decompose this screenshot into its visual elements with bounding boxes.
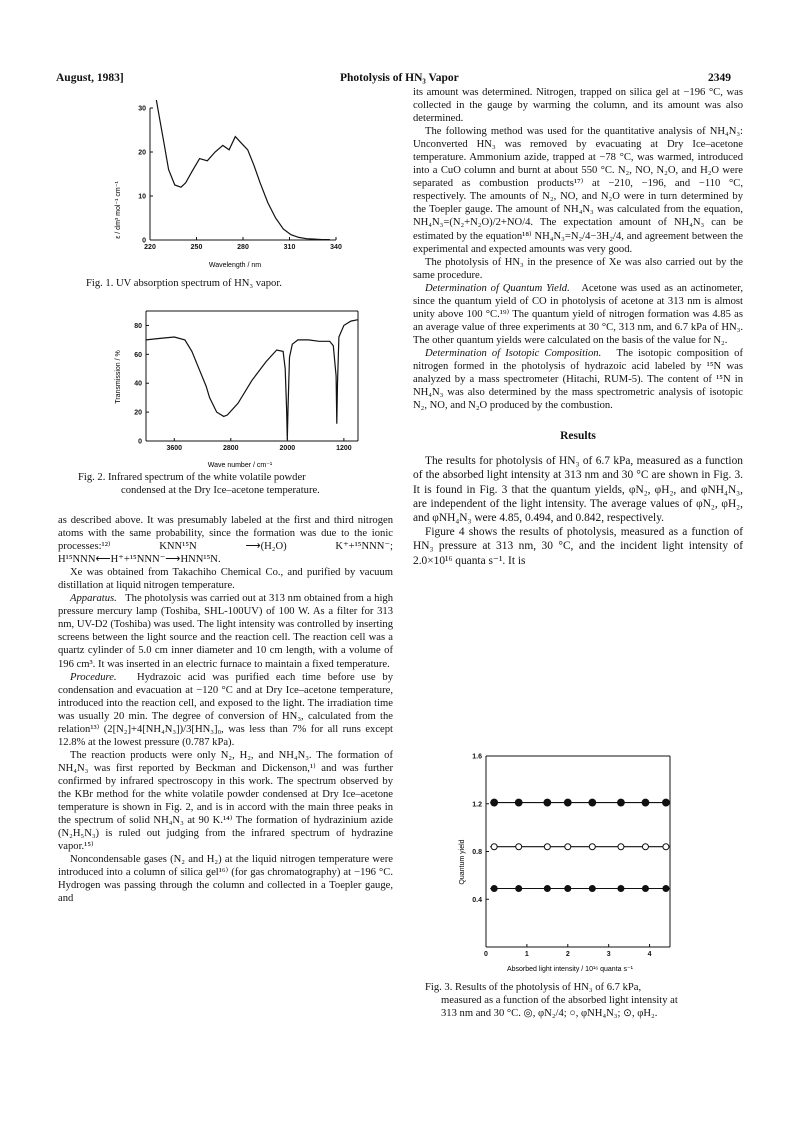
y-tick-label: 10	[138, 193, 146, 201]
left-para-4: Hydrazoic acid was purified each time before use by condensation and evacuation at −120 °C and at Dry Ice–acetone temperature, introduced into the reaction cell, and exposed to the light. The irradiation time was usually 20 min. The degree of conversion of HN₃, calculated from the relation¹³⁾ (2[N₂]+4[NH₄N₃])/3[HN₃]₀, was less than 7% for all runs except 12.8% at the lowest pressure (0.787 kPa).	[58, 671, 393, 748]
fig1-chart	[100, 100, 360, 272]
header-page: 2349	[708, 72, 731, 84]
left-column	[58, 514, 393, 905]
uv-spectrum-line	[156, 100, 330, 240]
right-para-6: The results for photolysis of HN₃ of 6.7 kPa, measured as a function of the absorbed light intensity at 313 nm and 30 °C are shown in Fig. 3. It is found in Fig. 3 that the quantum yields, φN₂, φH₂, and φNH₄N₃, are independent of the light intensity. The average values of φN₂, φH₂, and φNH₄N₃ were 4.85, 0.494, and 0.842, respectively.	[413, 455, 743, 525]
procedure-heading: Procedure.	[70, 671, 117, 683]
x-tick-label: 220	[144, 244, 156, 251]
data-point	[618, 844, 624, 850]
fig1-ylabel: ε / dm³ mol⁻¹ cm⁻¹	[115, 181, 122, 239]
right-column	[413, 86, 743, 568]
data-point	[618, 799, 625, 806]
fig3-ylabel: Quantum yield	[459, 839, 466, 885]
x-tick-label: 340	[330, 244, 342, 251]
left-para-3: The photolysis was carried out at 313 nm obtained from a high pressure mercury lamp (Toshiba, SHL-100UV) of 100 W. As a filter for 313 nm, UV-D2 (Toshiba) was used. The light intensity was controlled by inserting screens between the light source and the reaction cell. The reaction cell was a quartz cylinder of 5.0 cm inner diameter and 10 cm length, with a volume of 196 cm³. It was inserted in an electric furnace to maintain a fixed temperature.	[58, 593, 393, 670]
x-tick-label: 2000	[279, 445, 296, 452]
data-point	[565, 886, 571, 892]
right-para-3: The photolysis of HN₃ in the presence of Xe was also carried out by the same procedure.	[413, 256, 743, 281]
y-tick-label: 0	[138, 438, 142, 446]
data-point	[516, 844, 522, 850]
fig2-xlabel: Wave number / cm⁻¹	[207, 462, 273, 469]
fig3-xlabel: Absorbed light intensity / 10¹⁶ quanta s⁻¹	[506, 966, 634, 973]
left-para-5: The reaction products were only N₂, H₂, and NH₄N₃. The formation of NH₄N₃ was first reported by Beckman and Dickenson,¹⁾ and was further confirmed by infrared spectroscopy in this work. The spectrum observed by the KBr method for the white volatile powder condensed at Dry Ice–acetone temperature is shown in Fig. 2, and is in accord with the main three peaks in the spectrum of solid NH₄N₃ at 90 K.¹⁴⁾ The formation of hydrazinium azide (N₂H₅N₃) is ruled out judging from the infrared spectrum of hydrazine vapor.¹⁵⁾	[58, 749, 393, 853]
data-point	[663, 886, 669, 892]
x-tick-label: 2	[565, 951, 570, 958]
right-para-1: its amount was determined. Nitrogen, trapped on silica gel at −196 °C, was collected in the gauge by warming the column, and its amount was also determined.	[413, 87, 743, 125]
data-point	[565, 844, 571, 850]
right-para-4: Acetone was used as an actinometer, since the quantum yield of CO in photolysis of acetone at 313 nm is almost unity above 100 °C.¹⁹⁾ The quantum yield of nitrogen formation was 4.85 as an average value of three experiments at 30 °C, 313 nm, and 6.7 kPa of HN₃. The other quantum yields were calculated on the basis of the value for N₂.	[413, 282, 743, 346]
x-tick-label: 250	[190, 244, 203, 251]
data-point	[589, 799, 596, 806]
fig2-caption-line2: condensed at the Dry Ice–acetone temperature.	[121, 485, 320, 496]
fig3-chart	[450, 752, 690, 977]
isotopic-heading: Determination of Isotopic Composition.	[425, 347, 602, 359]
left-para-1: as described above. It was presumably labeled at the first and third nitrogen atoms with the same probability, since the formation was due to the ionic processes:¹²⁾ KNN¹⁵N ⟶(H₂O) K⁺+¹⁵NNN⁻; H¹⁵NNN⟵H⁺+¹⁵NNN⁻⟶HNN¹⁵N.	[58, 515, 393, 566]
data-point	[544, 799, 551, 806]
y-tick-label: 30	[138, 105, 146, 113]
data-point	[515, 799, 522, 806]
data-point	[589, 844, 595, 850]
data-point	[642, 844, 648, 850]
y-tick-label: 1.6	[472, 753, 482, 761]
x-tick-label: 3	[606, 951, 611, 958]
y-tick-label: 60	[134, 351, 142, 359]
data-point	[564, 799, 571, 806]
data-point	[642, 799, 649, 806]
y-tick-label: 0	[142, 237, 146, 245]
y-tick-label: 20	[134, 409, 142, 417]
data-point	[589, 886, 595, 892]
x-tick-label: 2800	[223, 445, 239, 452]
header-date: August, 1983]	[56, 72, 124, 84]
fig1-xlabel: Wavelength / nm	[208, 262, 262, 269]
x-tick-label: 0	[484, 951, 488, 958]
data-point	[491, 799, 498, 806]
fig3-caption	[425, 981, 745, 1020]
quantum-yield-heading: Determination of Quantum Yield.	[425, 282, 570, 294]
x-tick-label: 3600	[166, 445, 183, 452]
results-heading: Results	[560, 430, 596, 443]
data-point	[491, 844, 497, 850]
data-point	[663, 844, 669, 850]
apparatus-heading: Apparatus.	[70, 593, 117, 605]
fig3-caption-line3: 313 nm and 30 °C. ◎, φN₂/4; ○, φNH₄N₃; ⊙, φH₂.	[441, 1008, 658, 1019]
x-tick-label: 310	[283, 244, 296, 251]
data-point	[491, 886, 497, 892]
right-para-2: The following method was used for the quantitative analysis of NH₄N₃: Unconverted HN₃ was removed by evacuating at Dry Ice–acetone temperature. Ammonium azide, trapped at −78 °C, was warmed, introduced into a CuO column and burnt at about 550 °C. N₂, NO, N₂O, and H₂O were separated as combustion products¹⁷⁾ at −210, −196, and −110 °C, respectively. The amounts of N₂, NO, and N₂O were in turn determined by the Toepler gauge. The amount of NH₄N₃ was calculated from the equation, NH₄N₃=(N₂+N₂O)/2+NO/4. The expectation amount of NH₄N₃ can be estimated by the equation¹⁸⁾ NH₄N₃=N₂/4−3H₂/4, and agreement between the experimental and expected amounts was very good.	[413, 126, 743, 255]
fig3-caption-line1: Fig. 3. Results of the photolysis of HN₃ of 6.7 kPa,	[425, 982, 642, 993]
fig2-caption	[78, 471, 398, 497]
fig2-chart	[100, 305, 365, 473]
header-title: Photolysis of HN₃ Vapor	[340, 72, 459, 84]
x-tick-label: 280	[237, 244, 249, 251]
fig2-caption-line1: Fig. 2. Infrared spectrum of the white volatile powder	[78, 472, 306, 483]
fig2-ylabel: Transmission / %	[115, 350, 122, 404]
data-point	[663, 799, 670, 806]
data-point	[642, 886, 648, 892]
y-tick-label: 20	[138, 149, 146, 157]
ir-spectrum-line	[146, 320, 358, 440]
data-point	[544, 886, 550, 892]
data-point	[516, 886, 522, 892]
y-tick-label: 40	[134, 380, 142, 388]
data-point	[618, 886, 624, 892]
y-tick-label: 0.4	[472, 896, 482, 904]
data-point	[544, 844, 550, 850]
x-tick-label: 1	[524, 951, 529, 958]
left-para-2: Xe was obtained from Takachiho Chemical Co., and purified by vacuum distillation at liquid nitrogen temperature.	[58, 567, 393, 592]
y-tick-label: 80	[134, 322, 142, 330]
x-tick-label: 1200	[336, 445, 352, 452]
y-tick-label: 1.2	[472, 801, 482, 809]
left-para-6: Noncondensable gases (N₂ and H₂) at the liquid nitrogen temperature were introduced into a column of silica gel¹⁶⁾ (for gas chromatography) at −196 °C. Hydrogen was passing through the column and collected in a Toepler gauge, and	[58, 854, 393, 905]
fig3-caption-line2: measured as a function of the absorbed light intensity at	[441, 995, 678, 1006]
x-tick-label: 4	[647, 951, 652, 958]
fig1-caption: Fig. 1. UV absorption spectrum of HN₃ vapor.	[86, 278, 282, 289]
right-para-5: The isotopic composition of nitrogen formed in the photolysis of hydrazoic acid labeled by ¹⁵N was analyzed by a mass spectrometer (Hitachi, RUM-5). The content of ¹⁵N in NH₄N₃ was also determined by the mass spectrometric analysis of isotopic N₂, NO, and N₂O produced by the combustion.	[413, 347, 744, 412]
y-tick-label: 0.8	[472, 849, 482, 856]
right-para-7: Figure 4 shows the results of photolysis, measured as a function of HN₃ pressure at 313 nm, 30 °C, and the incident light intensity of 2.0×10¹⁶ quanta s⁻¹. It is	[413, 526, 743, 567]
